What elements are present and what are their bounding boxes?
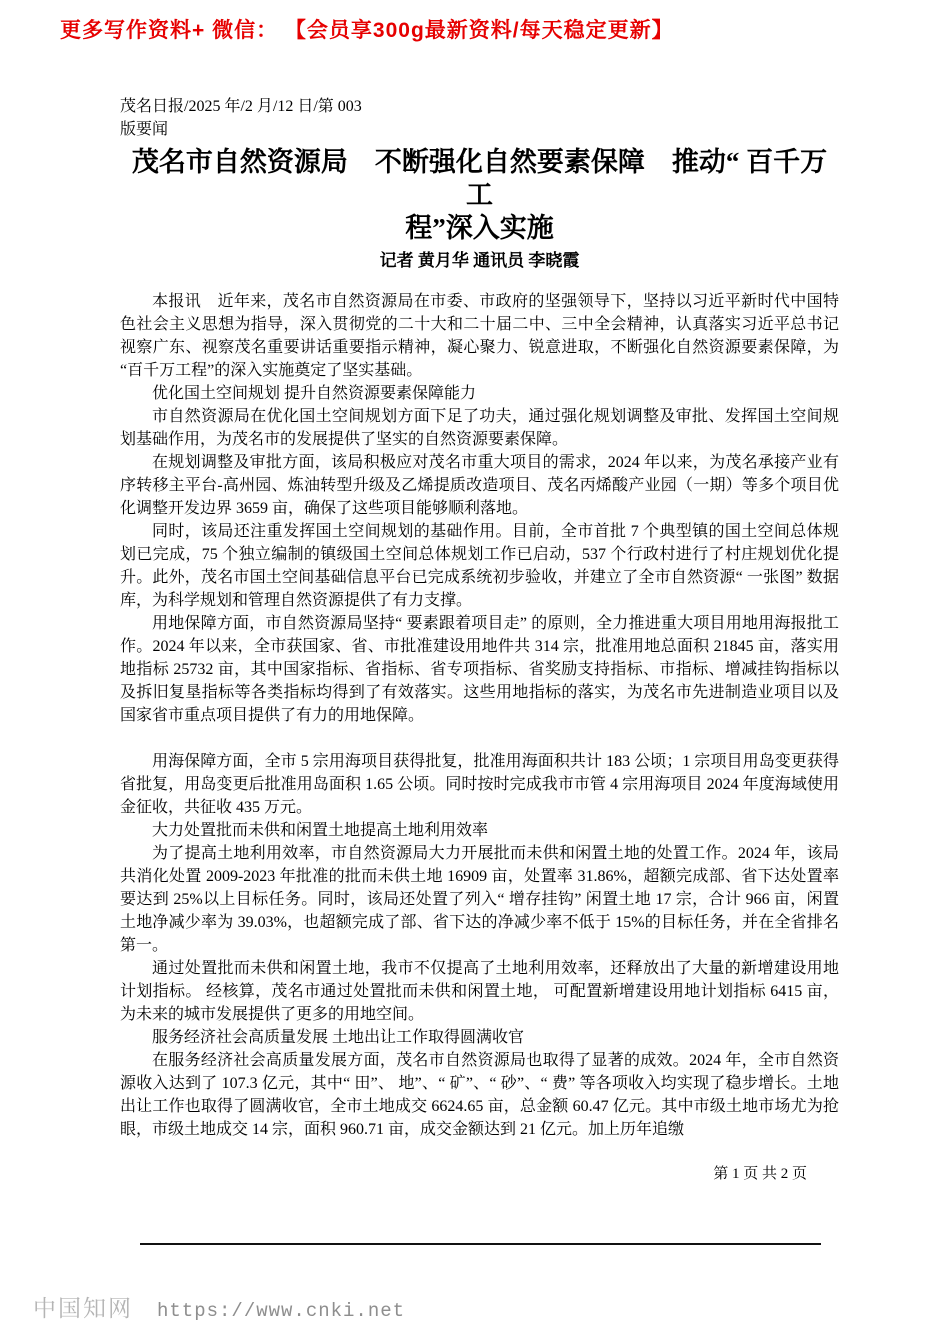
article-title-line1: 茂名市自然资源局 不断强化自然要素保障 推动“ 百千万工	[131, 147, 828, 210]
article-body	[120, 290, 839, 1141]
body-paragraph: 在规划调整及审批方面，该局积极应对茂名市重大项目的需求，2024 年以来，为茂名承接产业有序转移主平台-高州园、炼油转型升级及乙烯提质改造项目、茂名丙烯酸产业园（一期）等多个项目优化调整开发边界 3659 亩，确保了这些项目能够顺利落地。	[120, 454, 839, 517]
source-citation-line1: 茂名日报/2025 年/2 月/12 日/第 003	[120, 98, 362, 115]
promo-banner-text: 更多写作资料+ 微信： 【会员享300g最新资料/每天稳定更新】	[60, 19, 674, 42]
body-paragraph: 用海保障方面，全市 5 宗用海项目获得批复，批准用海面积共计 183 公顷；1 宗项目用岛变更获得省批复，用岛变更后批准用岛面积 1.65 公顷。同时按时完成我市市管 4 宗用海项目 2024 年度海域使用金征收，共征收 435 万元。	[120, 753, 839, 816]
section-subhead: 服务经济社会高质量发展 土地出让工作取得圆满收官	[152, 1029, 525, 1046]
body-paragraph: 本报讯 近年来，茂名市自然资源局在市委、市政府的坚强领导下，坚持以习近平新时代中国特色社会主义思想为指导，深入贯彻党的二十大和二十届二中、三中全会精神，认真落实习近平总书记视察广东、视察茂名重要讲话重要指示精神，凝心聚力、锐意进取，不断强化自然资源要素保障，为“百千万工程”的深入实施奠定了坚实基础。	[120, 293, 839, 379]
body-paragraph: 市自然资源局在优化国土空间规划方面下足了功夫，通过强化规划调整及审批、发挥国土空间规划基础作用，为茂名市的发展提供了坚实的自然资源要素保障。	[120, 408, 839, 448]
body-paragraph: 在服务经济社会高质量发展方面，茂名市自然资源局也取得了显著的成效。2024 年，全市自然资源收入达到了 107.3 亿元，其中“ 田”、 地”、“ 矿”、“ 砂”、“ 费” 等各项收入均实现了稳步增长。土地出让工作也取得了圆满收官，全市土地成交 6624.65 亩，总金额 60.47 亿元。其中市级土地市场尤为抢眼，市级土地成交 14 宗，面积 960.71 亩，成交金额达到 21 亿元。加上历年追缴	[120, 1052, 839, 1138]
source-citation-line2: 版要闻	[120, 121, 169, 138]
cnki-brand-text: 中国知网	[33, 1296, 133, 1321]
article-byline: 记者 黄月华 通讯员 李晓霞	[379, 251, 580, 270]
body-paragraph: 同时，该局还注重发挥国土空间规划的基础作用。目前，全市首批 7 个典型镇的国土空间总体规划已完成，75 个独立编制的镇级国土空间总体规划工作已启动，537 个行政村进行了村庄规划优化提升。此外，茂名市国土空间基础信息平台已完成系统初步验收，并建立了全市自然资源“ 一张图” 数据库，为科学规划和管理自然资源提供了有力支撑。	[120, 523, 839, 609]
article-title	[120, 146, 839, 245]
body-paragraph: 通过处置批而未供和闲置土地，我市不仅提高了土地利用效率，还释放出了大量的新增建设用地计划指标。 经核算，茂名市通过处置批而未供和闲置土地， 可配置新增建设用地计划指标 6415 亩，为未来的城市发展提供了更多的用地空间。	[120, 960, 839, 1023]
cnki-url-text: https://www.cnki.net	[157, 1300, 406, 1322]
cnki-watermark	[33, 1290, 405, 1323]
bottom-divider-line	[140, 1243, 821, 1245]
section-subhead: 优化国土空间规划 提升自然资源要素保障能力	[152, 385, 477, 402]
body-paragraph: 为了提高土地利用效率，市自然资源局大力开展批而未供和闲置土地的处置工作。2024 年，该局共消化处置 2009-2023 年批准的批而未供土地 16909 亩，处置率 31.86%，超额完成部、省下达处置率要达到 25%以上目标任务。同时，该局还处置了列入“ 增存挂钩” 闲置土地 17 宗，合计 966 亩，闲置土地净减少率为 39.03%，也超额完成了部、省下达的净减少率不低于 15%的目标任务，并在全省排名第一。	[120, 845, 839, 954]
section-subhead: 大力处置批而未供和闲置土地提高土地利用效率	[152, 822, 489, 839]
body-paragraph: 用地保障方面，市自然资源局坚持“ 要素跟着项目走” 的原则，全力推进重大项目用地用海报批工作。2024 年以来，全市获国家、省、市批准建设用地件共 314 宗，批准用地总面积 21845 亩，落实用地指标 25732 亩，其中国家指标、省指标、省专项指标、省奖励支持指标、市指标、增减挂钩指标以及拆旧复垦指标等各类指标均得到了有效落实。这些用地指标的落实，为茂名市先进制造业项目以及国家省市重点项目提供了有力的用地保障。	[120, 615, 839, 724]
page-number-indicator: 第 1 页 共 2 页	[713, 1166, 807, 1182]
paragraph-spacer	[120, 727, 839, 750]
article-document	[120, 95, 839, 1184]
article-title-line2: 程”深入实施	[405, 213, 554, 243]
